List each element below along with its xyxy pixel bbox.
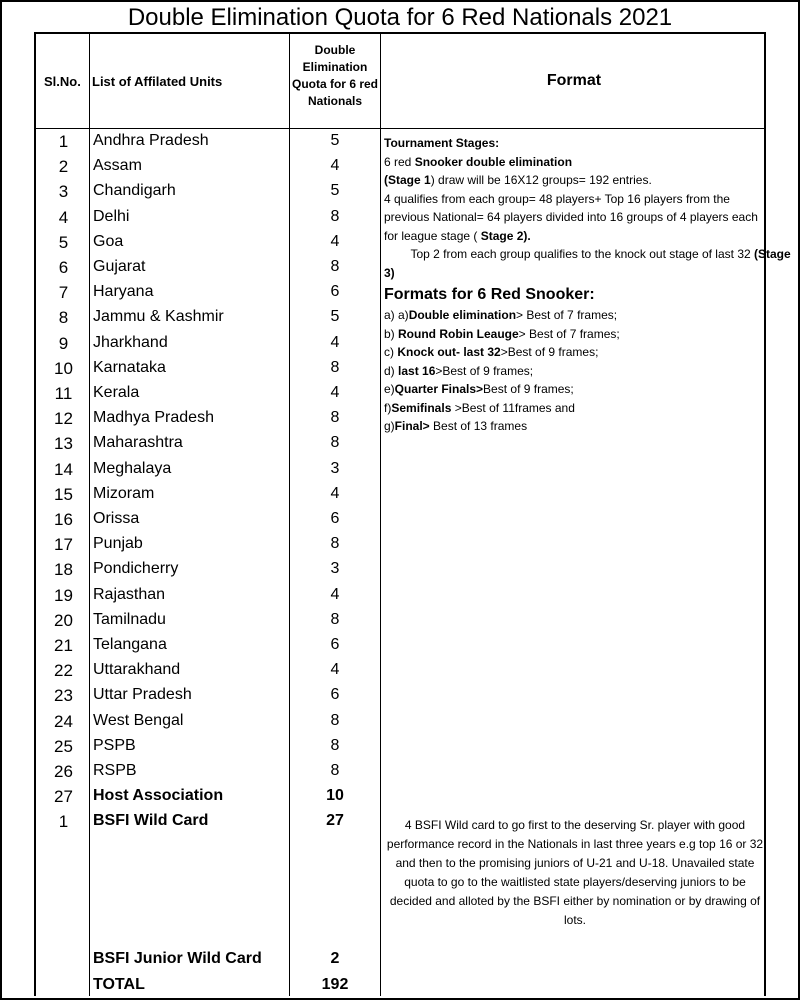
quota-value: 6 [330, 510, 340, 527]
format-item: e)Quarter Finals>Best of 9 frames; [384, 382, 574, 396]
row-number: 5 [58, 232, 69, 252]
table-row [36, 712, 381, 737]
table-row [36, 132, 381, 157]
unit-name: Karnataka [93, 358, 166, 376]
unit-name: Maharashtra [93, 434, 183, 452]
quota-value: 5 [330, 182, 340, 200]
table-row [36, 485, 381, 510]
quota-value: 4 [330, 484, 340, 502]
unit-name: West Bengal [93, 711, 184, 729]
format-line: (Stage 1) draw will be 16X12 groups= 192 entries. [384, 173, 652, 187]
row-number: 18 [54, 560, 73, 580]
table-row [36, 283, 381, 308]
format-line: 6 red Snooker double elimination [384, 154, 573, 169]
stages-heading: Tournament Stages: [384, 136, 500, 150]
table-row [36, 182, 381, 207]
table-row [36, 611, 381, 636]
table-row [36, 409, 381, 434]
unit-name: Haryana [93, 283, 154, 301]
quota-value: 8 [330, 434, 340, 452]
unit-name: BSFI Junior Wild Card [93, 950, 262, 967]
quota-value: 8 [330, 762, 340, 779]
quota-value: 4 [330, 333, 340, 351]
table-row [36, 737, 381, 762]
unit-name: Kerala [93, 384, 140, 401]
table-row [36, 787, 381, 812]
quota-value: 3 [330, 459, 340, 477]
quota-value: 10 [326, 787, 344, 805]
table-row [36, 384, 381, 409]
format-item: b) Round Robin Leauge> Best of 7 frames; [384, 326, 620, 341]
format-section [384, 134, 791, 436]
quota-value: 8 [330, 711, 340, 729]
unit-name: Uttar Pradesh [93, 686, 192, 704]
total-value: 192 [321, 976, 349, 993]
table-row [36, 661, 381, 686]
quota-value: 6 [330, 283, 340, 301]
quota-table [34, 32, 791, 996]
row-number: 8 [58, 308, 69, 328]
table-row [36, 762, 381, 787]
unit-name: BSFI Wild Card [93, 812, 209, 830]
table-row [36, 535, 381, 560]
wild-card-note: 4 BSFI Wild card to go first to the deserving Sr. player with good performance record in the Nationals in last three years e.g top 16 or 32 and then to the promising juniors of U-21 and U-18. Unavailed state quota to go to the waitlisted state players/deserving juniors to be decided and alloted by the BSFI either by nomination or by drawing of lots. [386, 818, 764, 927]
unit-name: PSPB [93, 736, 136, 754]
format-item: f)Semifinals >Best of 11frames and [384, 400, 575, 415]
row-number: 9 [58, 333, 69, 353]
unit-name: RSPB [93, 762, 137, 779]
row-number: 22 [54, 661, 73, 681]
row-number: 26 [54, 762, 73, 781]
unit-name: Meghalaya [93, 459, 172, 477]
format-item: c) Knock out- last 32>Best of 9 frames; [384, 345, 599, 359]
format-paragraph: 4 qualifies from each group= 48 players+ Top 16 players from the previous National= 64 players divided into 16 groups of 4 players each for league stage ( Stage 2). Top 2 from each group qualifies to the knock out stage of last 32 (Stage 3) [384, 191, 791, 280]
row-number: 3 [58, 182, 69, 202]
table-row [36, 586, 381, 611]
unit-name: Madhya Pradesh [93, 409, 214, 427]
unit-name: Andhra Pradesh [93, 132, 209, 149]
table-row [36, 157, 381, 182]
quota-value: 8 [330, 610, 340, 628]
total-label: TOTAL [93, 976, 145, 993]
quota-value: 8 [330, 258, 340, 275]
row-number: 23 [54, 686, 73, 706]
format-item: g)Final> Best of 13 frames [384, 419, 528, 433]
unit-name: Punjab [93, 535, 143, 553]
quota-value: 8 [330, 736, 340, 754]
row-number: 4 [58, 207, 69, 227]
row-number: 7 [58, 283, 69, 303]
quota-value: 6 [330, 636, 340, 653]
quota-value: 4 [330, 232, 340, 250]
format-item: a) a)Double elimination> Best of 7 frames; [384, 308, 618, 322]
unit-name: Mizoram [93, 484, 155, 502]
row-number: 11 [54, 384, 73, 403]
table-row [36, 208, 381, 233]
row-number: 17 [54, 535, 73, 555]
table-row [36, 636, 381, 661]
row-number: 12 [54, 409, 73, 429]
quota-value: 3 [330, 560, 340, 578]
quota-value: 8 [330, 409, 340, 427]
quota-value: 6 [330, 686, 340, 704]
row-number: 1 [58, 812, 69, 832]
quota-value: 8 [330, 535, 340, 553]
total-row [36, 976, 381, 1001]
row-number: 10 [54, 358, 73, 378]
table-row [36, 308, 381, 333]
header-format: Format [546, 72, 602, 89]
unit-name: Tamilnadu [93, 610, 166, 628]
page-title: Double Elimination Quota for 6 Red Nationals 2021 [127, 4, 673, 31]
header-sl-no: Sl.No. [44, 74, 81, 89]
unit-name: Delhi [93, 207, 130, 225]
unit-name: Telangana [93, 636, 167, 653]
table-row [36, 359, 381, 384]
table-row [36, 560, 381, 585]
quota-value: 4 [330, 585, 340, 603]
header-divider [36, 128, 764, 129]
quota-value: 8 [330, 207, 340, 225]
row-number: 25 [54, 736, 73, 756]
unit-name: Jharkhand [93, 333, 168, 351]
row-number: 6 [58, 258, 69, 277]
row-number: 19 [54, 585, 73, 605]
row-number: 1 [58, 132, 69, 151]
row-number: 2 [58, 157, 69, 177]
unit-name: Rajasthan [93, 585, 166, 603]
row-number: 13 [54, 434, 73, 454]
quota-value: 4 [330, 661, 340, 679]
header-units: List of Affilated Units [92, 74, 223, 89]
unit-name: Orissa [93, 510, 140, 527]
formats-heading: Formats for 6 Red Snooker: [384, 286, 595, 303]
row-number: 14 [54, 459, 73, 479]
quota-value: 4 [330, 157, 340, 175]
table-row [36, 258, 381, 283]
format-item: d) last 16>Best of 9 frames; [384, 363, 534, 378]
unit-name: Chandigarh [93, 182, 176, 200]
row-number: 16 [54, 510, 73, 529]
quota-value: 2 [330, 950, 340, 967]
unit-name: Gujarat [93, 258, 146, 275]
quota-value: 5 [330, 132, 340, 149]
table-row [36, 334, 381, 359]
unit-name: Uttarakhand [93, 661, 181, 679]
row-number: 24 [54, 711, 73, 731]
table-row [36, 686, 381, 711]
format-items [384, 306, 766, 436]
unit-name: Goa [93, 232, 124, 250]
table-row [36, 434, 381, 459]
row-number: 27 [54, 787, 73, 807]
quota-value: 5 [330, 308, 340, 326]
quota-value: 8 [330, 358, 340, 376]
header-quota: Double Elimination Quota for 6 red Nationals [291, 43, 378, 108]
table-row [36, 233, 381, 258]
unit-name: Pondicherry [93, 560, 179, 578]
table-row [36, 812, 381, 837]
row-number: 15 [54, 484, 73, 504]
quota-value: 4 [330, 384, 340, 401]
row-number: 20 [54, 610, 73, 630]
unit-name: Jammu & Kashmir [93, 308, 224, 326]
table-row [36, 510, 381, 535]
unit-name: Host Association [93, 787, 224, 805]
junior-wild-card-row [36, 950, 381, 975]
unit-name: Assam [93, 157, 142, 175]
table-row [36, 460, 381, 485]
row-number: 21 [54, 636, 73, 655]
quota-value: 27 [326, 812, 344, 830]
